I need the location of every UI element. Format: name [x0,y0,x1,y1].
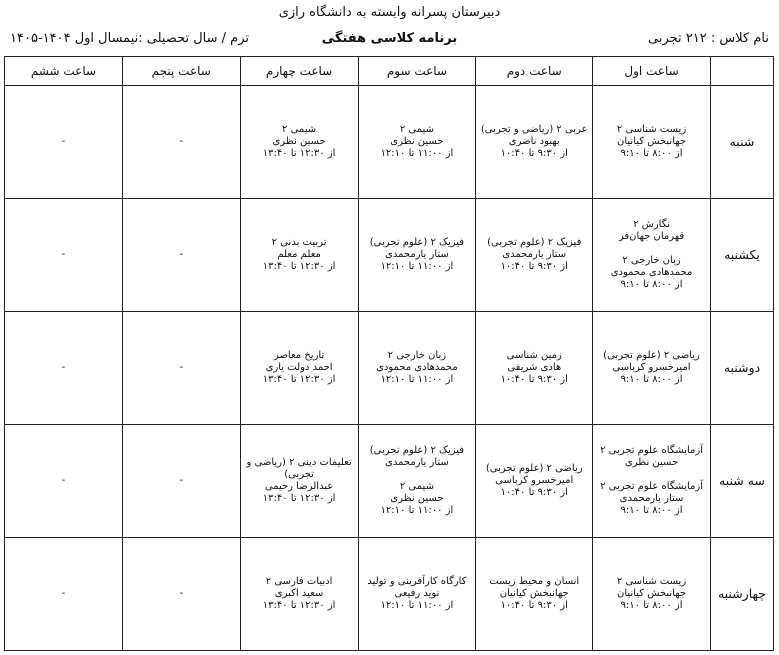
period-cell [5,86,123,199]
period-cell [5,312,123,425]
class-entry [479,576,589,612]
course-name: ریاضی ۲ (علوم تجربی) [603,350,700,361]
teacher-name: نوید رفیعی [394,588,440,599]
period-cell [240,199,358,312]
course-name: زیست شناسی ۲ [616,576,687,587]
class-entry [479,124,589,160]
teacher-name: قهرمان جهان‌فر [618,231,685,242]
empty-slot-marker: - [61,362,66,373]
course-name: آزمایشگاه علوم تجربی ۲ [600,481,704,492]
class-time: از ۸:۰۰ تا ۹:۱۰ [620,148,683,159]
course-name: شیمی ۲ [399,481,434,492]
class-time: از ۱۱:۰۰ تا ۱۲:۱۰ [380,261,454,272]
period-cell [593,425,711,538]
class-time: از ۸:۰۰ تا ۹:۱۰ [620,279,683,290]
teacher-name: عبدالرضا رحیمی [264,481,334,492]
course-name: تعلیمات دینی ۲ (ریاضی و تجربی) [246,457,352,480]
teacher-name: ستار یارمحمدی [502,249,567,260]
course-name: انسان و محیط زیست [489,576,580,587]
period-cell [358,538,476,651]
period-cell [240,312,358,425]
period-cell [240,538,358,651]
weekly-schedule-table [4,56,774,651]
class-entry [362,481,473,517]
period-cell [122,86,240,199]
day-cell: شنبه [710,86,773,199]
column-header: ساعت اول [593,57,711,86]
day-cell: دوشنبه [710,312,773,425]
class-entry [362,237,473,273]
empty-slot-marker: - [179,588,184,599]
class-entry [362,576,473,612]
empty-slot-marker: - [179,362,184,373]
class-entry [244,237,355,273]
table-row [5,86,774,199]
period-cell [593,538,711,651]
teacher-name: ستار یارمحمدی [385,457,449,468]
period-cell [122,538,240,651]
class-time: از ۱۱:۰۰ تا ۱۲:۱۰ [380,148,454,159]
teacher-name: معلم معلم [277,249,321,260]
teacher-name: حسین نظری [390,493,444,504]
column-header: ساعت ششم [5,57,123,86]
period-cell [122,425,240,538]
class-entry [244,576,355,612]
class-name: نام کلاس : ۲۱۲ تجربی [648,31,769,46]
column-header: ساعت سوم [358,57,476,86]
teacher-name: امیرخسرو کرباسی [612,362,691,373]
class-entry [596,481,707,517]
class-entry [596,445,707,469]
course-name: تاریخ معاصر [273,350,325,361]
teacher-name: جهانبخش کیانیان [617,588,687,599]
teacher-name: حسین نظری [390,136,444,147]
period-cell [358,312,476,425]
table-row [5,312,774,425]
class-entry [362,124,473,160]
period-cell [122,312,240,425]
term-label: ترم / سال تحصیلی :نیمسال اول ۱۴۰۴-۱۴۰۵ [10,31,250,46]
table-row [5,538,774,651]
course-name: فیزیک ۲ (علوم تجربی) [369,237,465,248]
class-time: از ۹:۳۰ تا ۱۰:۴۰ [500,261,568,272]
corner-header [710,57,773,86]
class-time: از ۹:۳۰ تا ۱۰:۴۰ [500,600,568,611]
empty-slot-marker: - [61,475,66,486]
schedule-body [5,86,774,651]
period-cell [593,199,711,312]
course-name: زمین شناسی [506,350,562,361]
empty-slot-marker: - [179,475,184,486]
table-row [5,199,774,312]
period-cell [476,312,593,425]
course-name: ریاضی ۲ (علوم تجربی) [485,463,583,474]
course-name: فیزیک ۲ (علوم تجربی) [487,237,582,248]
period-cell [358,86,476,199]
class-time: از ۸:۰۰ تا ۹:۱۰ [620,600,683,611]
course-name: شیمی ۲ [399,124,434,135]
period-cell [240,86,358,199]
teacher-name: احمد دولت یاری [265,362,333,373]
class-entry [244,124,355,160]
class-time: از ۱۲:۳۰ تا ۱۳:۴۰ [262,374,336,385]
course-name: زبان خارجی ۲ [622,255,681,266]
period-cell [5,425,123,538]
course-name: نگارش ۲ [633,219,671,230]
class-time: از ۱۲:۳۰ تا ۱۳:۴۰ [262,600,336,611]
class-entry [596,576,707,612]
period-cell [593,312,711,425]
teacher-name: حسین نظری [272,136,326,147]
course-name: زبان خارجی ۲ [387,350,447,361]
period-cell [358,425,476,538]
class-entry [362,350,473,386]
class-entry [479,463,589,499]
period-cell [5,199,123,312]
column-header: ساعت چهارم [240,57,358,86]
period-cell [476,199,593,312]
empty-slot-marker: - [61,249,66,260]
period-cell [476,425,593,538]
class-time: از ۸:۰۰ تا ۹:۱۰ [620,374,683,385]
teacher-name: جهانبخش کیانیان [617,136,687,147]
column-header: ساعت دوم [476,57,593,86]
class-time: از ۹:۳۰ تا ۱۰:۴۰ [500,148,568,159]
course-name: تربیت بدنی ۲ [271,237,327,248]
class-entry [596,219,707,243]
class-entry [596,350,707,386]
class-entry [479,350,589,386]
class-time: از ۱۱:۰۰ تا ۱۲:۱۰ [380,600,454,611]
class-entry [244,350,355,386]
teacher-name: امیرخسرو کرباسی [495,475,574,486]
period-cell [5,538,123,651]
school-name: دبیرستان پسرانه وابسته به دانشگاه رازی [278,5,501,20]
class-time: از ۱۱:۰۰ تا ۱۲:۱۰ [380,374,454,385]
header-row [5,57,774,86]
teacher-name: جهانبخش کیانیان [499,588,569,599]
empty-slot-marker: - [61,136,66,147]
teacher-name: محمدهادی محمودی [610,267,693,278]
day-cell: یکشنبه [710,199,773,312]
teacher-name: محمدهادی محمودی [376,362,458,373]
empty-slot-marker: - [179,136,184,147]
class-entry [244,457,355,505]
class-time: از ۱۲:۳۰ تا ۱۳:۴۰ [262,148,336,159]
course-name: زیست شناسی ۲ [616,124,687,135]
course-name: عربی ۲ (ریاضی و تجربی) [480,124,588,135]
teacher-name: ستار یارمحمدی [619,493,684,504]
period-cell [476,538,593,651]
teacher-name: هادی شریفی [507,362,562,373]
course-name: آزمایشگاه علوم تجربی ۲ [600,445,704,456]
table-row [5,425,774,538]
period-cell [240,425,358,538]
period-cell [593,86,711,199]
column-header: ساعت پنجم [122,57,240,86]
empty-slot-marker: - [61,588,66,599]
class-entry [596,255,707,291]
class-entry [479,237,589,273]
class-time: از ۱۱:۰۰ تا ۱۲:۱۰ [380,505,454,516]
class-time: از ۹:۳۰ تا ۱۰:۴۰ [500,374,568,385]
teacher-name: سعید اکبری [274,588,324,599]
teacher-name: حسین نظری [624,457,679,468]
day-cell: سه شنبه [710,425,773,538]
page-title: برنامه کلاسی هفتگی [321,31,458,46]
course-name: شیمی ۲ [282,124,317,135]
period-cell [122,199,240,312]
class-time: از ۹:۳۰ تا ۱۰:۴۰ [500,487,568,498]
class-time: از ۸:۰۰ تا ۹:۱۰ [620,505,683,516]
course-name: فیزیک ۲ (علوم تجربی) [369,445,465,456]
course-name: ادبیات فارسی ۲ [265,576,333,587]
teacher-name: بهبود ناصری [508,136,560,147]
day-cell: چهارشنبه [710,538,773,651]
teacher-name: ستار یارمحمدی [385,249,449,260]
class-entry [362,445,473,469]
class-time: از ۱۲:۳۰ تا ۱۳:۴۰ [262,261,336,272]
class-entry [596,124,707,160]
period-cell [476,86,593,199]
period-cell [358,199,476,312]
course-name: کارگاه کارآفرینی و تولید [367,576,467,587]
empty-slot-marker: - [179,249,184,260]
class-time: از ۱۲:۳۰ تا ۱۳:۴۰ [262,493,336,504]
